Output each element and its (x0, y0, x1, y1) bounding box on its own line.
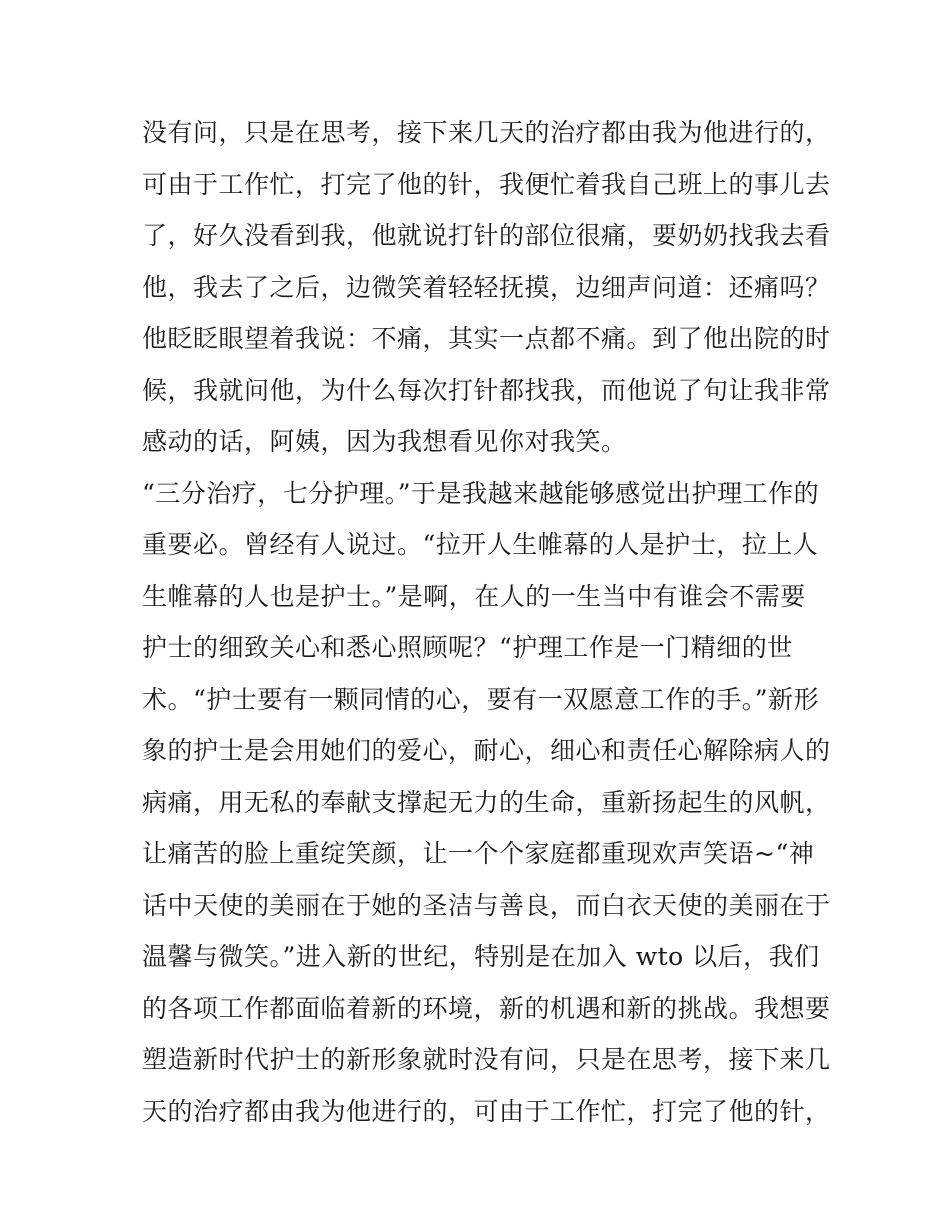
text-line-20: 天的治疗都由我为他进行的，可由于工作忙，打完了他的针， (142, 1096, 831, 1126)
text-line-6: 候，我就问他，为什么每次打针都找我，而他说了句让我非常 (142, 375, 831, 405)
text-line-7: 感动的话，阿姨，因为我想看见你对我笑。 (142, 427, 627, 456)
text-line-17: 温馨与微笑。”进入新的世纪，特别是在加入 wto 以后，我们 (142, 942, 820, 971)
text-line-19: 塑造新时代护士的新形象就时没有问，只是在思考，接下来几 (142, 1045, 831, 1074)
text-line-16: 话中天使的美丽在于她的圣洁与善良，而白衣天使的美丽在于 (142, 890, 831, 920)
text-line-3: 了，好久没看到我，他就说打针的部位很痛，要奶奶找我去看 (142, 221, 831, 250)
text-line-9: 重要必。曾经有人说过。“拉开人生帷幕的人是护士，拉上人 (142, 530, 819, 559)
text-line-18: 的各项工作都面临着新的环境，新的机遇和新的挑战。我想要 (142, 993, 831, 1023)
text-line-10: 生帷幕的人也是护士。”是啊，在人的一生当中有谁会不需要 (142, 581, 806, 611)
body-text (142, 107, 832, 1137)
text-line-1: 没有问，只是在思考，接下来几天的治疗都由我为他进行的， (142, 118, 831, 147)
text-line-13: 象的护士是会用她们的爱心，耐心，细心和责任心解除病人的 (142, 736, 831, 765)
text-line-2: 可由于工作忙，打完了他的针，我便忙着我自己班上的事儿去 (142, 169, 831, 199)
text-line-8: “三分治疗，七分护理。”于是我越来越能够感觉出护理工作的 (142, 478, 820, 508)
text-line-12: 术。“护士要有一颗同情的心，要有一双愿意工作的手。”新形 (142, 684, 820, 714)
text-line-15: 让痛苦的脸上重绽笑颜，让一个个家庭都重现欢声笑语~“神 (142, 839, 815, 868)
text-line-14: 病痛，用无私的奉献支撑起无力的生命，重新扬起生的风帆， (142, 787, 831, 817)
text-line-11: 护士的细致关心和悉心照顾呢？“护理工作是一门精细的世 (142, 633, 793, 662)
text-line-5: 他眨眨眼望着我说：不痛，其实一点都不痛。到了他出院的时 (142, 324, 831, 353)
text-line-4: 他，我去了之后，边微笑着轻轻抚摸，边细声问道：还痛吗？ (142, 272, 831, 302)
